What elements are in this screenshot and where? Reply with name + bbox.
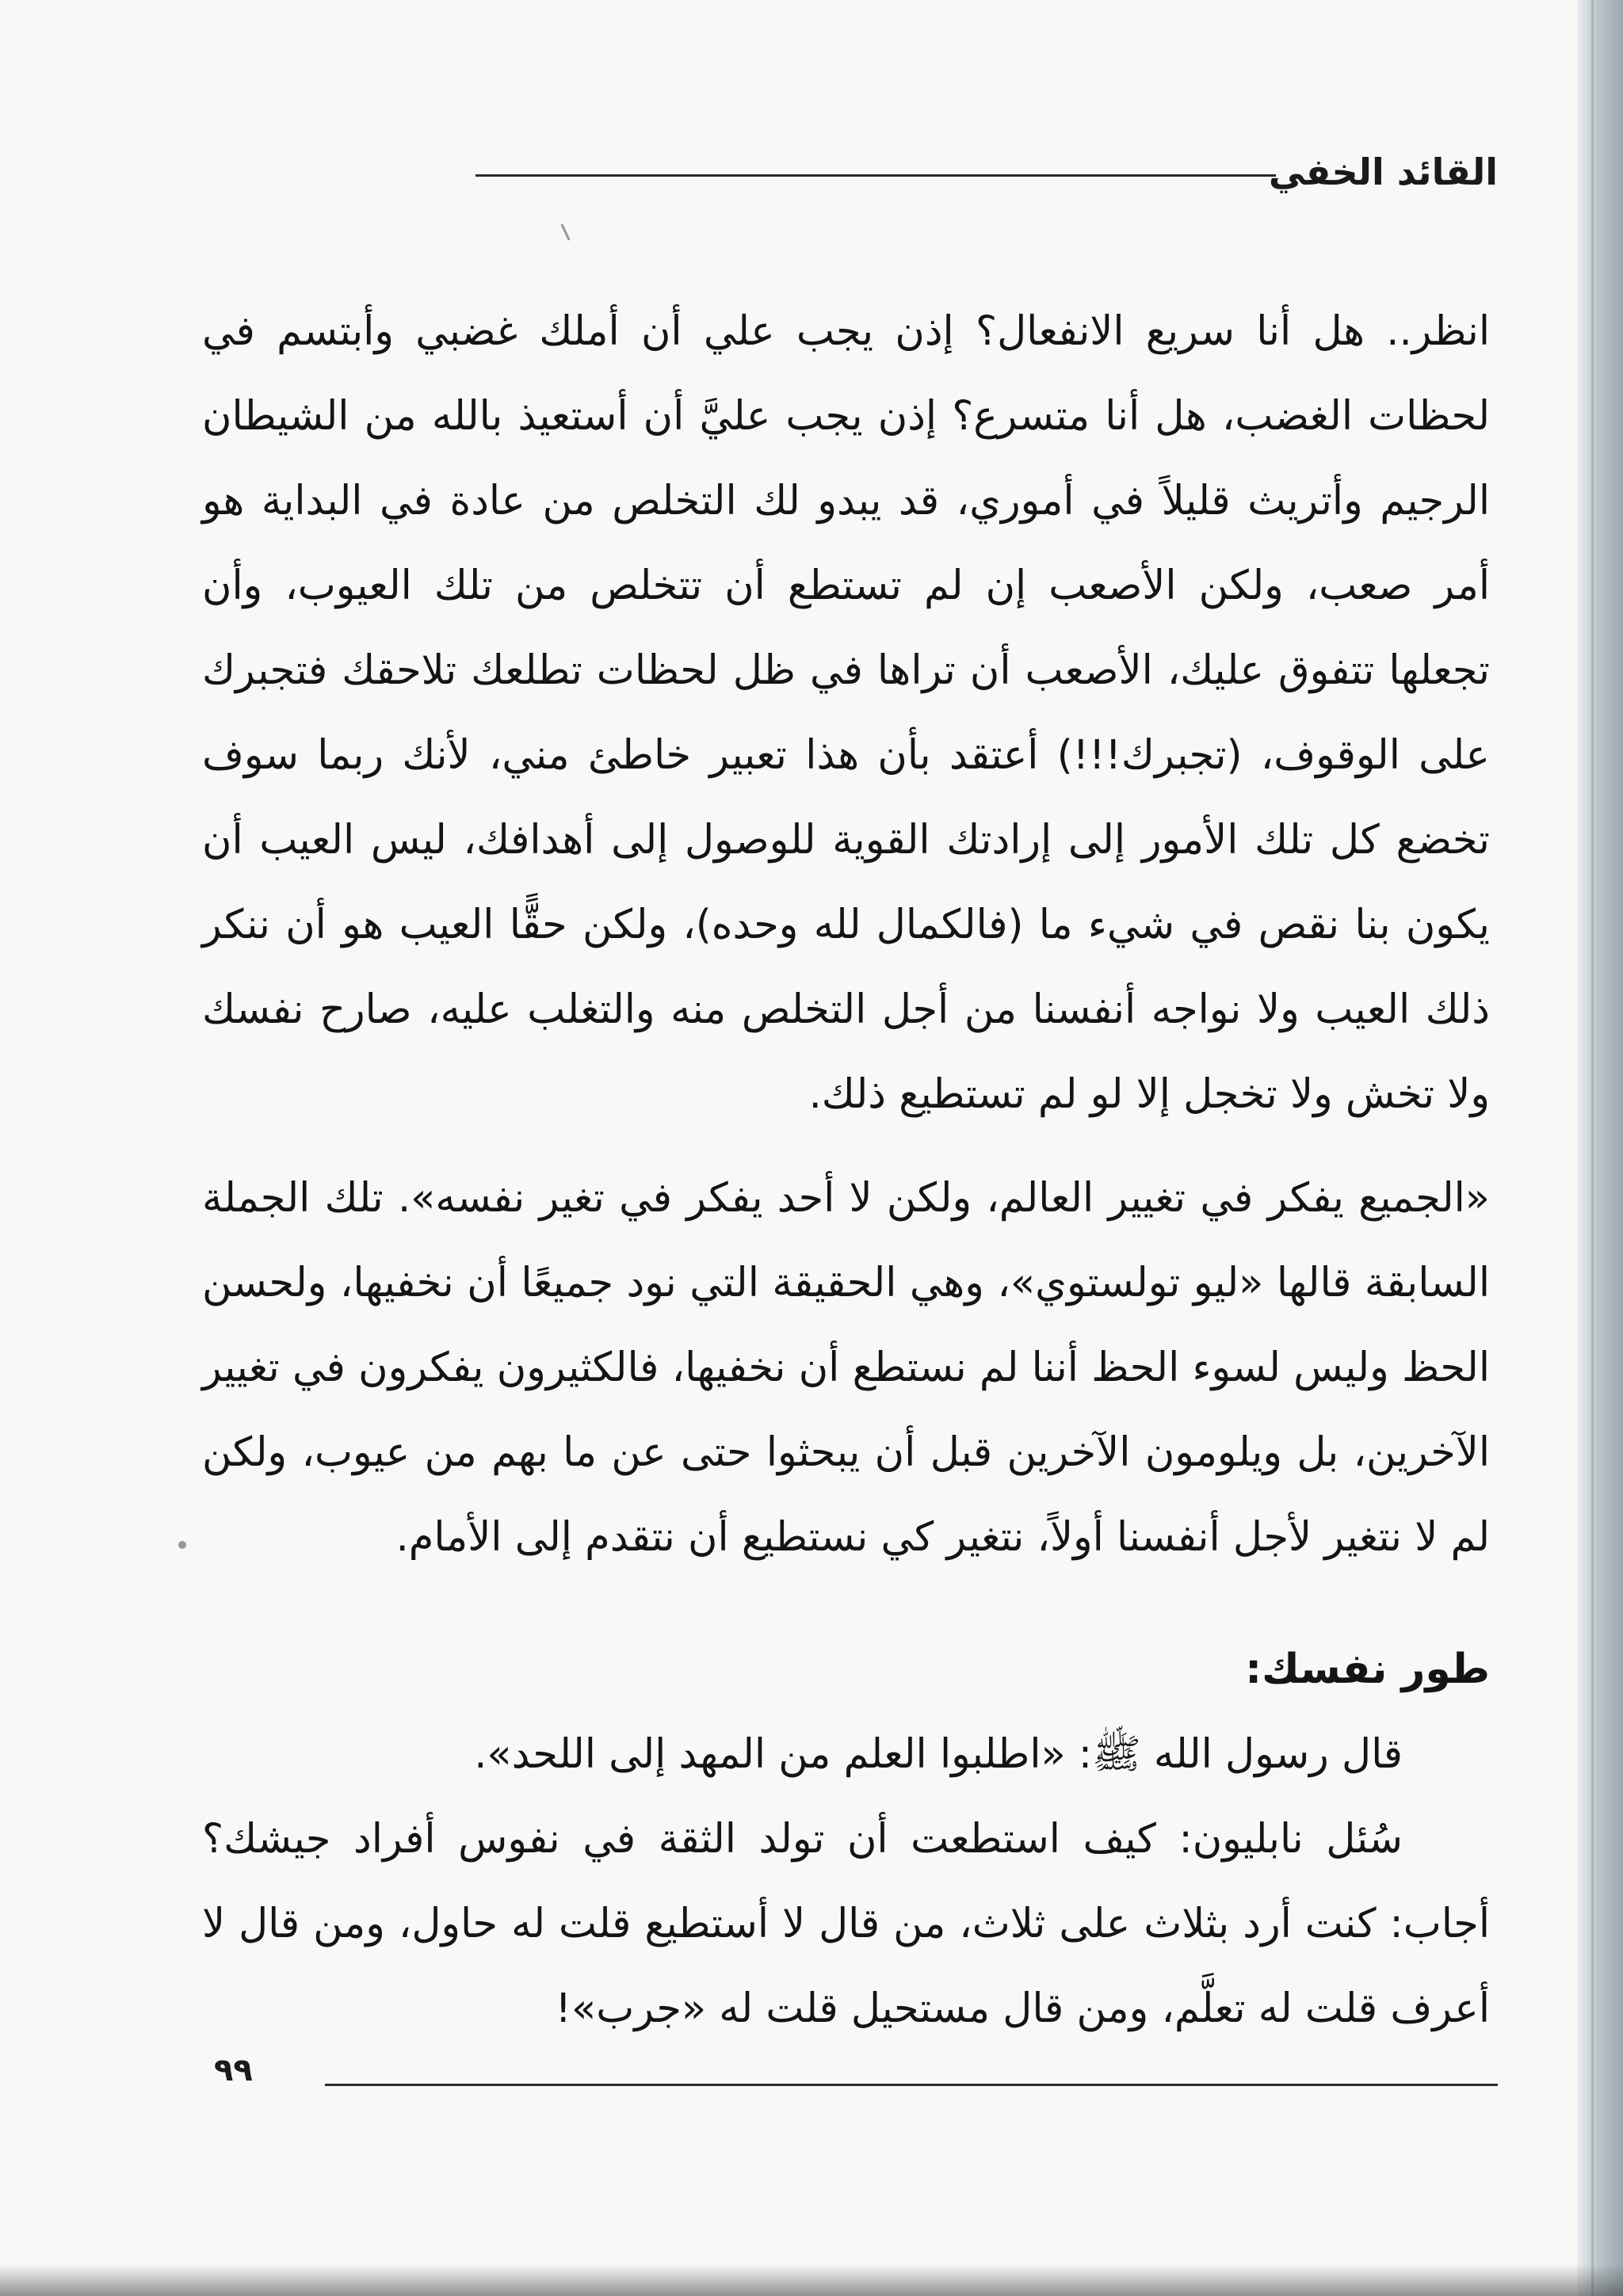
book-title: القائد الخفي — [1268, 151, 1498, 193]
page-number: ٩٩ — [214, 2052, 253, 2088]
header-rule — [475, 174, 1276, 177]
section-heading: طور نفسك: — [1245, 1646, 1490, 1693]
running-header — [198, 151, 1498, 214]
footer-rule — [325, 2084, 1498, 2086]
scan-speck — [178, 1541, 186, 1549]
paragraph-2: «الجميع يفكر في تغيير العالم، ولكن لا أحد يفكر في تغير نفسه». تلك الجملة السابقة قالها «ليو تولستوي»، وهي الحقيقة التي نود جميعًا أن نخفيها، ولحسن الحظ وليس لسوء الحظ أننا لم نستطع أن نخفيها، فالكثيرون يفكرون في تغيير الآخرين، بل ويلومون الآخرين قبل أن يبحثوا حتى عن ما بهم من عيوب، ولكن لم لا نتغير لأجل أنفسنا أولاً، نتغير كي نستطيع أن نتقدم إلى الأمام. — [202, 1175, 1490, 1561]
body-text — [202, 289, 1490, 2051]
page-edge — [1577, 0, 1623, 2296]
scan-shadow — [0, 2264, 1623, 2296]
hadith-quote: قال رسول الله ﷺ: «اطلبوا العلم من المهد إلى اللحد». — [474, 1731, 1403, 1778]
page-footer — [214, 2052, 1498, 2115]
paragraph-1: انظر.. هل أنا سريع الانفعال؟ إذن يجب علي أن أملك غضبي وأبتسم في لحظات الغضب، هل أنا متسرع؟ إذن يجب عليَّ أن أستعيذ بالله من الشيطان الرجيم وأتريث قليلاً في أموري، قد يبدو لك التخلص من عادة في البداية هو أمر صعب، ولكن الأصعب إن لم تستطع أن تتخلص من تلك العيوب، وأن تجعلها تتفوق عليك، الأصعب أن تراها في ظل لحظات تطلعك تلاحقك فتجبرك على الوقوف، (تجبرك!!!) أعتقد بأن هذا تعبير خاطئ مني، لأنك ربما سوف تخضع كل تلك الأمور إلى إرادتك القوية للوصول إلى أهدافك، ليس العيب أن يكون بنا نقص في شيء ما (فالكمال لله وحده)، ولكن حقًّا العيب هو أن ننكر ذلك العيب ولا نواجه أنفسنا من أجل التخلص منه والتغلب عليه، صارح نفسك ولا تخش ولا تخجل إلا لو لم تستطيع ذلك. — [202, 308, 1490, 1118]
scan-speck — [560, 223, 570, 240]
napoleon-story: سُئل نابليون: كيف استطعت أن تولد الثقة في نفوس أفراد جيشك؟ أجاب: كنت أرد بثلاث على ثلاث، من قال لا أستطيع قلت له حاول، ومن قال لا أعرف قلت له تعلَّم، ومن قال مستحيل قلت له «جرب»! — [202, 1816, 1490, 2032]
